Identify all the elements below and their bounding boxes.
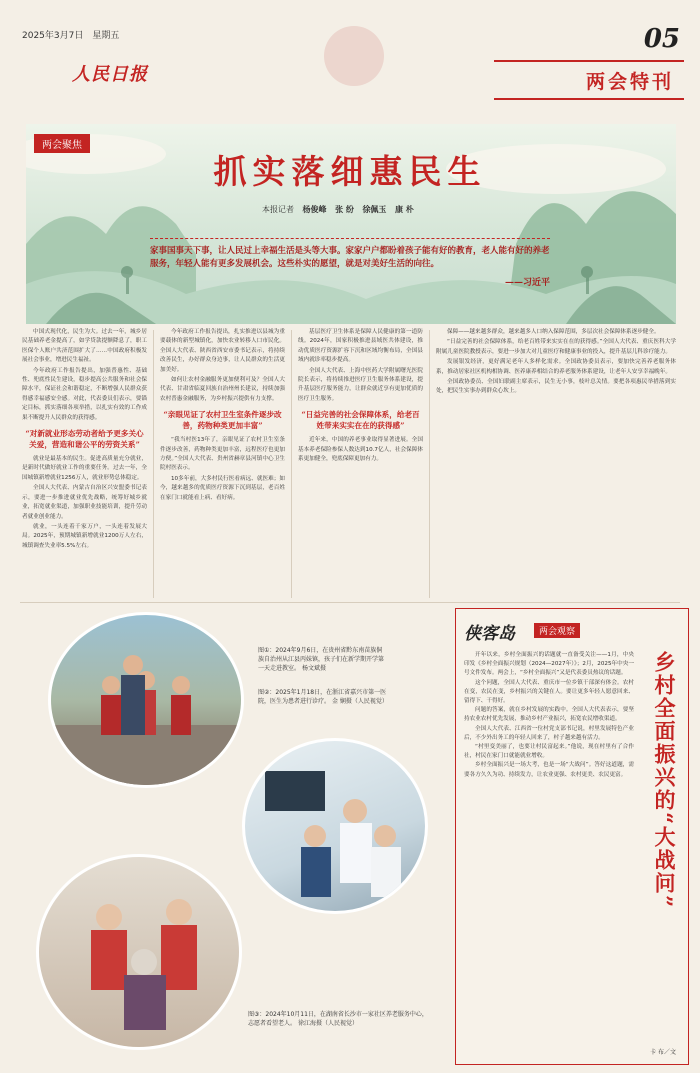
paragraph: 乡村全面振兴是一场大考，也是一场“大战问”。答好这道题，需要各方久久为功、持续发力，让农业更强、农村更美、农民更富。 xyxy=(464,762,634,778)
commentary-title: 乡村全面振兴的“大战问” xyxy=(652,651,677,910)
byline xyxy=(262,204,414,215)
paragraph: 全国人大代表、内蒙古自治区兴安盟委书记表示，要进一步推进就业优先战略，统筹好城乡就业，拓宽就业渠道，加强职业技能培训，提升劳动者就业创业能力。 xyxy=(22,485,147,520)
paragraph: 基层医疗卫生体系是保障人民健康的第一道防线。2024年，国家积极推进县域医共体建设，推动优质医疗资源扩容下沉和区域均衡布局，全国县域内就诊率稳步提高。 xyxy=(298,329,423,364)
photo-caption-3 xyxy=(248,1010,428,1028)
doctors-image xyxy=(245,741,425,911)
section-banner xyxy=(494,60,684,100)
column-divider xyxy=(291,330,292,598)
reporter: 康 朴 xyxy=(394,205,414,214)
elderly-image xyxy=(39,857,239,1047)
masthead xyxy=(14,22,686,102)
article-column-4 xyxy=(436,328,676,398)
paragraph: “我当村医13年了，亲眼见证了农村卫生室条件逐步改善，药物种类更加丰富，远程医疗也更加方便。”全国人大代表、贵州省赫章县河镇中心卫生院村医表示。 xyxy=(160,437,285,472)
photo-doctors xyxy=(242,738,428,914)
paragraph: 中国式现代化，民生为大。过去一年，城乡居民基础养老金提高了，如学贷款提额降息了，职工医保个人账户共济范围扩大了……中国政府积极发展社会事业，增进民生福祉。 xyxy=(22,329,147,364)
reporter: 徐佩玉 xyxy=(362,205,387,214)
article-column-2 xyxy=(160,328,285,504)
pull-quote xyxy=(150,238,550,288)
quote-text: 家事国事天下事，让人民过上幸福生活是头等大事。家家户户都盼着孩子能有好的教育，老人能有好的养老服务，年轻人能有更多发展机会。这些朴实的愿望，就是对美好生活的向往。 xyxy=(150,246,550,269)
paragraph: 这个问题，全国人大代表、重庆市一位乡镇干部深有体会。农村在变，农民在变，乡村振兴的关键在人。要让更多年轻人愿意回来、留得下、干得好。 xyxy=(464,679,634,705)
subheading: “亲眼见证了农村卫生室条件逐步改善，药物种类更加丰富” xyxy=(163,410,282,431)
photo-caption-2 xyxy=(258,688,388,706)
page-number: 05 xyxy=(643,24,680,54)
caption-text: 图①：2024年9月6日，在贵州省黔东南苗族侗族自治州从江县丙妹镇，孩子们在新学期开学第一天走进教室。 xyxy=(258,647,385,672)
photo-caption-1 xyxy=(258,646,388,673)
photo-students xyxy=(48,612,244,788)
caption-text: 图②：2025年1月18日，在浙江省嘉兴市第一医院，医生为患者进行诊疗。 xyxy=(258,689,387,705)
paragraph: 保障——越来越多群众，越来越多人口纳入保障范围，多层次社会保障体系逐步健全。 xyxy=(447,329,660,335)
paragraph: 今年政府工作报告提出，扎实推进以县城为重要载体的新型城镇化，加快农业转移人口市民化。全国人大代表、陕西省西安市委书记表示，将持续改善民生，办好群众身边事，让人民群众的生活更加美好。 xyxy=(160,329,285,373)
article-column-1 xyxy=(22,328,147,552)
subheading: “日益完善的社会保障体系，给老百姓带来实实在在的获得感” xyxy=(301,410,420,431)
commentary-body xyxy=(464,651,634,780)
photo-elderly xyxy=(36,854,242,1050)
commentary-sidebar xyxy=(455,608,689,1065)
paragraph: 开年以来，乡村全面振兴的话题就一直备受关注——1月，中央印发《乡村全面振兴规划（2024—2027年）》；2月，2025年中央一号文件发布。两会上，“乡村全面振兴”又是代表委员热议的话题。 xyxy=(464,652,634,677)
article-column-3 xyxy=(298,328,423,465)
photo-credit: 金 娴摄（人民视觉） xyxy=(331,698,388,705)
paragraph: 全国人大代表、江西省一位村党支部书记说，村里发展特色产业后，不少外出务工的年轻人回来了，村子越来越有活力。 xyxy=(464,725,634,741)
column-logo: 侠客岛 xyxy=(464,624,515,644)
photo-collage xyxy=(20,608,440,1068)
photo-credit: 徐江海摄（人民视觉） xyxy=(297,1020,358,1027)
paragraph: “日益完善的社会保障体系，给老百姓带来实实在在的获得感。”全国人大代表、重庆医科大学附属儿童医院教授表示，要进一步加大对儿童医疗和健康事业的投入，提升基层儿科诊疗能力。 xyxy=(436,339,676,355)
reporter: 张 纷 xyxy=(335,205,354,214)
photo-credit: 杨文斌摄 xyxy=(301,665,326,672)
author-credit: 卡 布／文 xyxy=(650,1049,676,1056)
paragraph: 如何让农村金融服务更加便利可及？全国人大代表、甘肃省临夏回族自治州州长建议，持续加强农村普惠金融服务，为乡村振兴提供有力支撑。 xyxy=(160,377,285,402)
subheading: “对新就业形态劳动者给予更多关心关爱，营造和谐公平的劳资关系” xyxy=(25,429,144,450)
issue-date: 2025年3月7日 星期五 xyxy=(22,31,120,41)
paragraph: 今年政府工作报告提出，加强普惠性、基础性、兜底性民生建设，稳步提高公共服务和社会保障水平，保证社会和谐稳定，不断增强人民群众获得感幸福感安全感。对此，代表委员们表示，要锚定目标，抓实落细各项举措，以扎实有效的工作成果不断提升人民群众的获得感。 xyxy=(22,367,147,421)
reporter: 杨俊峰 xyxy=(302,205,327,214)
headline: 抓实落细惠民生 xyxy=(213,152,487,191)
emblem-watermark xyxy=(324,26,384,86)
paragraph: “村里变美丽了，也要让村民富起来。”他说，现在村里有了合作社，村民在家门口就能就业增收。 xyxy=(464,744,634,760)
students-image xyxy=(51,615,241,785)
section-divider xyxy=(20,602,680,603)
paragraph: 近年来，中国的养老事业取得显著进展。全国基本养老保险参保人数达到10.7亿人，社会保障体系更加健全，兜底保障更加有力。 xyxy=(298,437,423,463)
column-divider xyxy=(153,330,154,598)
paragraph: 全国政协委员、全国妇联副主席表示，民生无小事，枝叶总关情。要把各项惠民举措落到实处，把民生实事办到群众心坎上。 xyxy=(436,379,676,395)
column-divider xyxy=(429,330,430,598)
paragraph: 10多年前，大多村民行医看病远、就医难；如今，越来越多的优质医疗资源下沉到基层，老百姓在家门口就能看上病、看好病。 xyxy=(160,475,285,501)
section-title: 两会特刊 xyxy=(585,71,674,93)
quote-source: ——习近平 xyxy=(504,278,550,288)
paragraph: 就业是最基本的民生。促进高质量充分就业，是新时代做好就业工作的重要任务。过去一年，全国城镇新增就业1256万人，就业形势总体稳定。 xyxy=(22,456,147,481)
paragraph: 全国人大代表、上海中医药大学附属曙光医院院长表示，将持续推进医疗卫生服务体系建设，提升基层医疗服务能力，让群众就近享有更加优质的医疗卫生服务。 xyxy=(298,367,423,402)
paragraph: 问题的答案，就在乡村发展的实践中。全国人大代表表示，要坚持农业农村优先发展，推动乡村产业振兴，拓宽农民增收渠道。 xyxy=(464,707,634,723)
feature-tag: 两会聚焦 xyxy=(34,134,90,153)
byline-prefix: 本报记者 xyxy=(262,205,294,214)
paragraph: 就业，一头连着千家万户，一头连着发展大局。2025年，预期城镇新增就业1200万人左右，城镇调查失业率5.5%左右。 xyxy=(22,523,147,549)
column-tag: 两会观察 xyxy=(534,623,580,638)
caption-text: 图③：2024年10月11日，在湖南省长沙市一家社区养老服务中心，志愿者看望老人。 xyxy=(248,1011,428,1027)
paragraph: 发展银发经济，更好满足老年人多样化需求。全国政协委员表示，要加快完善养老服务体系，推动居家社区机构相协调、医养康养相结合的养老服务体系建设，让老年人安享幸福晚年。 xyxy=(436,359,676,375)
paper-logo: 人民日报 xyxy=(72,64,148,85)
